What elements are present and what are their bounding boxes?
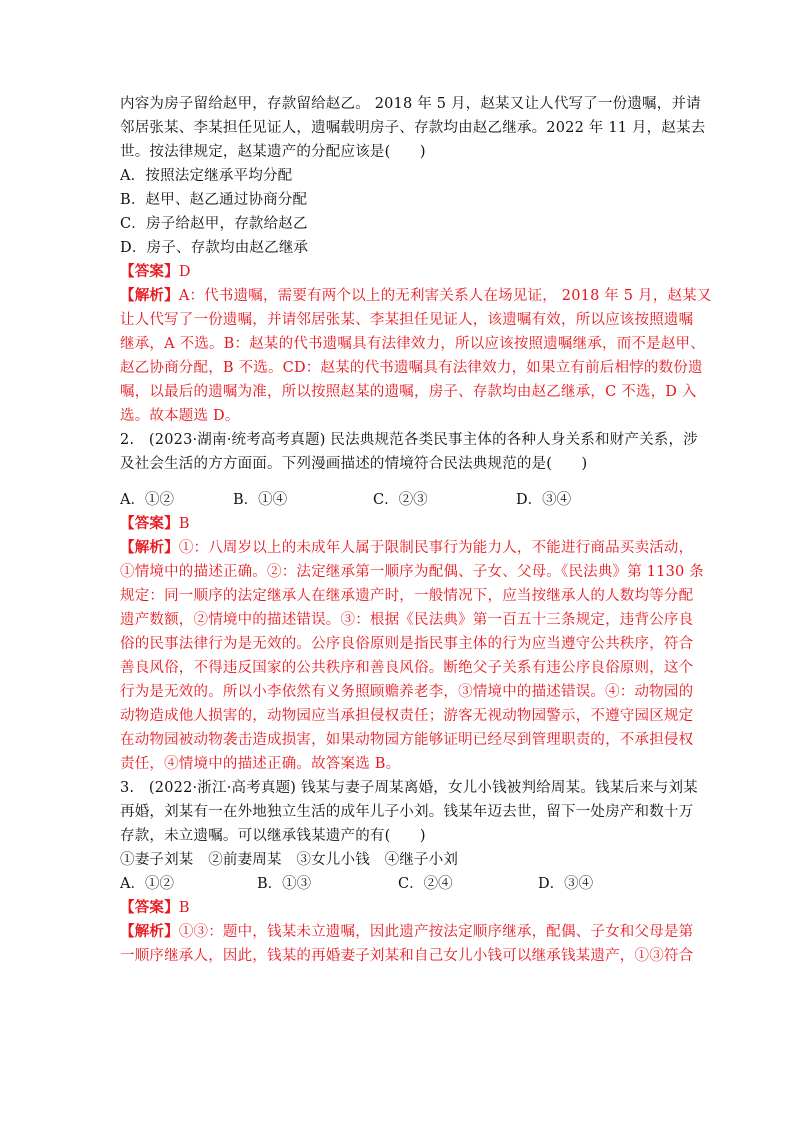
q2-analysis-text: ①：八周岁以上的未成年人属于限制民事行为能力人，不能进行商品买卖活动， (178, 540, 694, 556)
q3-choices: ①妻子刘某 ②前妻周某 ③女儿小钱 ④继子小刘 (120, 852, 459, 868)
q2-options (120, 488, 686, 512)
question-2 (120, 428, 704, 776)
q2-analysis-line (120, 536, 694, 560)
q2-analysis-line: 在动物园被动物袭击造成损害，如果动物园方能够证明已经尽到管理职责的，不承担侵权 (120, 732, 694, 748)
q2-analysis-line: 遗产数额，②情境中的描述错误。③：根据《民法典》第一百五十三条规定，违背公序良 (120, 612, 694, 628)
q2-analysis-line: 行为是无效的。所以小李依然有义务照顾赡养老李，③情境中的描述错误。④：动物园的 (120, 684, 694, 700)
q2-option-c: C．②③ (373, 492, 428, 508)
document-body (120, 92, 712, 968)
q2-analysis-line: 责任，④情境中的描述正确。故答案选 B。 (120, 756, 401, 772)
q3-stem-line: 再婚，刘某有一在外地独立生活的成年儿子小刘。钱某年迈去世，留下一处房产和数十万 (120, 804, 694, 820)
q2-option-d: D．③④ (516, 492, 572, 508)
q2-analysis-line: 动物造成他人损害的，动物园应当承担侵权责任；游客无视动物园警示，不遵守园区规定 (120, 708, 694, 724)
q2-analysis-line: 俗的民事法律行为是无效的。公序良俗原则是指民事主体的行为应当遵守公共秩序，符合 (120, 636, 694, 652)
q3-stem-line: 3. (2022·浙江·高考真题) 钱某与妻子周某离婚，女儿小钱被判给周某。钱某后来与刘某 (120, 780, 698, 796)
q1-stem-line: 内容为房子留给赵甲，存款留给赵乙。 2018 年 5 月，赵某又让人代写了一份遗嘱，并请 (120, 96, 701, 112)
q3-answer-value: B (178, 900, 190, 916)
q3-analysis-line (120, 920, 694, 944)
q3-analysis-text: ①③：题中，钱某未立遗嘱，因此遗产按法定顺序继承，配偶、子女和父母是第 (178, 924, 694, 940)
q1-analysis-line: 让人代写了一份遗嘱，并请邻居张某、李某担任见证人，该遗嘱有效，所以应该按照遗嘱 (120, 312, 694, 328)
analysis-tag: 【解析】 (120, 539, 179, 556)
answer-tag: 【答案】 (120, 899, 179, 916)
question-3 (120, 776, 698, 968)
q1-answer-value: D (178, 264, 191, 280)
q3-analysis-line: 一顺序继承人，因此，钱某的再婚妻子刘某和自己女儿小钱可以继承钱某遗产，①③符合 (120, 948, 694, 964)
q1-stem-line: 世。按法律规定，赵某遗产的分配应该是( ) (120, 144, 426, 160)
comic-placeholder-gap (120, 476, 686, 488)
q2-answer-value: B (178, 516, 190, 532)
q2-stem-line: 2. (2023·湖南·统考高考真题) 民法典规范各类民事主体的各种人身关系和财产关系，涉 (120, 432, 698, 448)
q1-option-b: B．赵甲、赵乙通过协商分配 (120, 192, 308, 208)
analysis-tag: 【解析】 (120, 923, 179, 940)
q1-analysis-line: 嘱，以最后的遗嘱为准，所以按照赵某的遗嘱，房子、存款均由赵乙继承，C 不选，D 入 (120, 384, 697, 400)
q2-analysis-line: 善良风俗，不得违反国家的公共秩序和善良风俗。断绝父子关系有违公序良俗原则，这个 (120, 660, 694, 676)
analysis-tag: 【解析】 (120, 287, 179, 304)
q1-analysis-line: 赵乙协商分配，B 不选。CD：赵某的代书遗嘱具有法律效力，如果立有前后相悖的数份遗 (120, 360, 703, 376)
q3-answer (120, 896, 686, 920)
question-1 (120, 92, 712, 428)
q2-option-a: A．①② (120, 492, 174, 508)
q2-answer (120, 512, 686, 536)
q1-analysis-text: A：代书遗嘱，需要有两个以上的无利害关系人在场见证， 2018 年 5 月，赵某又 (178, 288, 712, 304)
q1-answer (120, 260, 686, 284)
q1-analysis-line (120, 284, 712, 308)
q1-option-c: C．房子给赵甲，存款给赵乙 (120, 216, 308, 232)
q1-stem-line: 邻居张某、李某担任见证人，遗嘱载明房子、存款均由赵乙继承。2022 年 11 月，赵某去 (120, 120, 706, 136)
answer-tag: 【答案】 (120, 515, 179, 532)
q2-analysis-line: 规定：同一顺序的法定继承人在继承遗产时，一般情况下，应当按继承人的人数均等分配 (120, 588, 694, 604)
q2-stem-line: 及社会生活的方方面面。下列漫画描述的情境符合民法典规范的是( ) (120, 456, 588, 472)
q3-stem-line: 存款，未立遗嘱。可以继承钱某遗产的有( ) (120, 828, 426, 844)
q1-option-d: D．房子、存款均由赵乙继承 (120, 240, 309, 256)
q2-analysis-line: ①情境中的描述正确。②：法定继承第一顺序为配偶、子女、父母。《民法典》第 1130 条 (120, 564, 704, 580)
q2-option-b: B．①④ (233, 492, 288, 508)
q3-options (120, 872, 686, 896)
q3-option-c: C．②④ (398, 876, 453, 892)
q3-option-a: A．①② (120, 876, 174, 892)
q3-option-d: D．③④ (538, 876, 594, 892)
q3-option-b: B．①③ (257, 876, 312, 892)
q1-analysis-line: 继承，A 不选。B：赵某的代书遗嘱具有法律效力，所以应该按照遗嘱继承，而不是赵甲、 (120, 336, 705, 352)
q1-analysis-line: 选。故本题选 D。 (120, 408, 240, 424)
q1-option-a: A．按照法定继承平均分配 (120, 168, 293, 184)
answer-tag: 【答案】 (120, 263, 179, 280)
